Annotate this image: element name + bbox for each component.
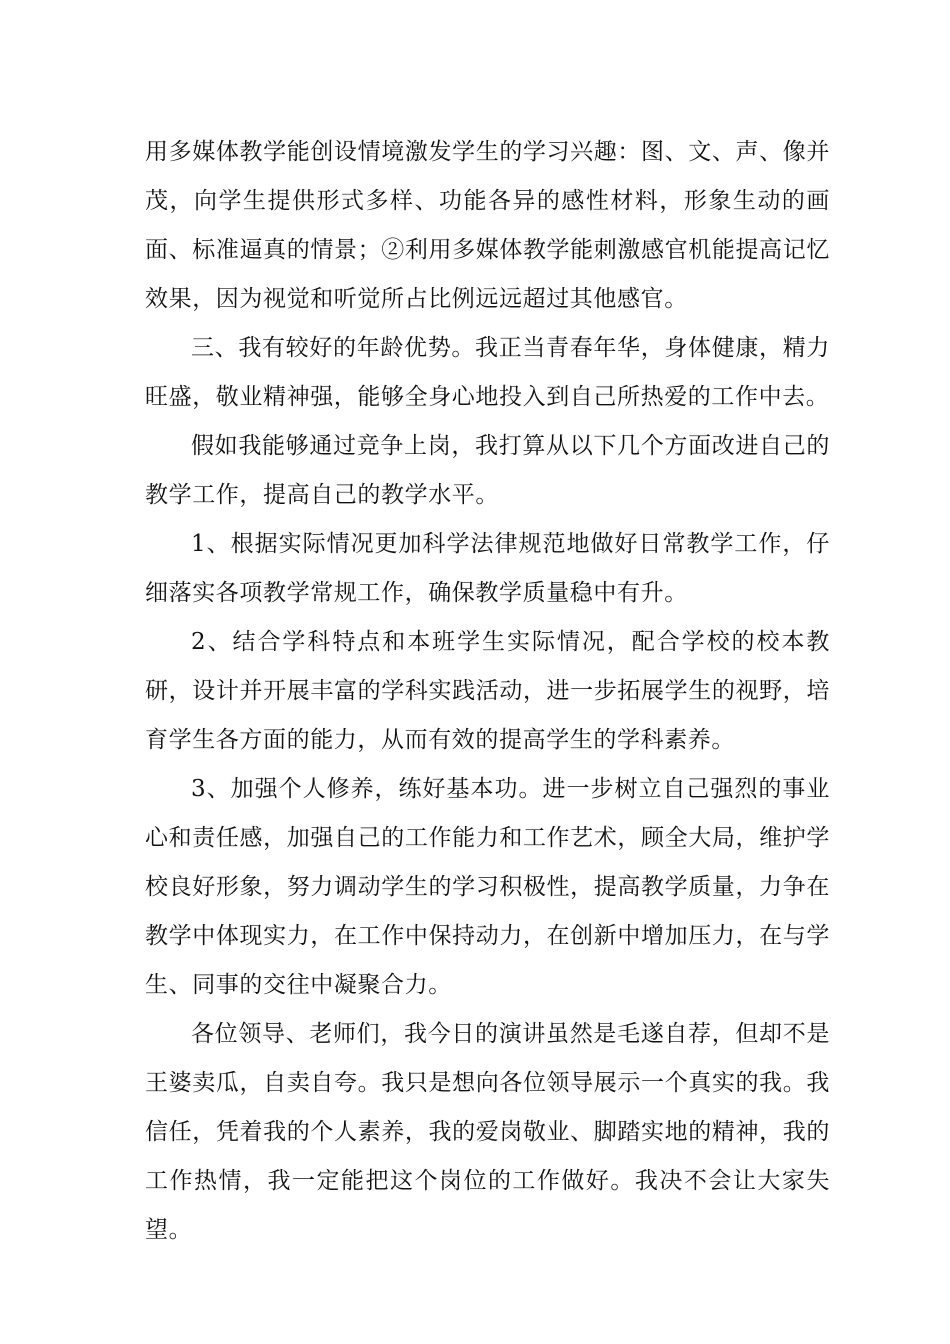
paragraph-age-advantage: 三、我有较好的年龄优势。我正当青春年华，身体健康，精力旺盛，敬业精神强，能够全身心地投入到自己所热爱的工作中去。 bbox=[145, 335, 830, 410]
paragraph-closing: 各位领导、老师们，我今日的演讲虽然是毛遂自荐，但却不是王婆卖瓜，自卖自夸。我只是想向各位领导展示一个真实的我。我信任，凭着我的个人素养，我的爱岗敬业、脚踏实地的精神，我的工作热情，我一定能把这个岗位的工作做好。我决不会让大家失望。 bbox=[145, 1021, 830, 1243]
document-body bbox=[145, 128, 830, 1255]
paragraph-plan-item-2: 2、结合学科特点和本班学生实际情况，配合学校的校本教研，设计并开展丰富的学科实践活动，进一步拓展学生的视野，培育学生各方面的能力，从而有效的提高学生的学科素养。 bbox=[145, 629, 830, 753]
paragraph-plan-item-1: 1、根据实际情况更加科学法律规范地做好日常教学工作，仔细落实各项教学常规工作，确保教学质量稳中有升。 bbox=[145, 531, 830, 606]
paragraph-continuation: 用多媒体教学能创设情境激发学生的学习兴趣：图、文、声、像并茂，向学生提供形式多样、功能各异的感性材料，形象生动的画面、标准逼真的情景；②利用多媒体教学能刺激感官机能提高记忆效果，因为视觉和听觉所占比例远远超过其他感官。 bbox=[145, 139, 830, 312]
paragraph-plan-item-3: 3、加强个人修养，练好基本功。进一步树立自己强烈的事业心和责任感，加强自己的工作能力和工作艺术，顾全大局，维护学校良好形象，努力调动学生的学习积极性，提高教学质量，力争在教学中体现实力，在工作中保持动力，在创新中增加压力，在与学生、同事的交往中凝聚合力。 bbox=[145, 776, 830, 998]
paragraph-plan-intro: 假如我能够通过竞争上岗，我打算从以下几个方面改进自己的教学工作，提高自己的教学水平。 bbox=[145, 433, 830, 508]
